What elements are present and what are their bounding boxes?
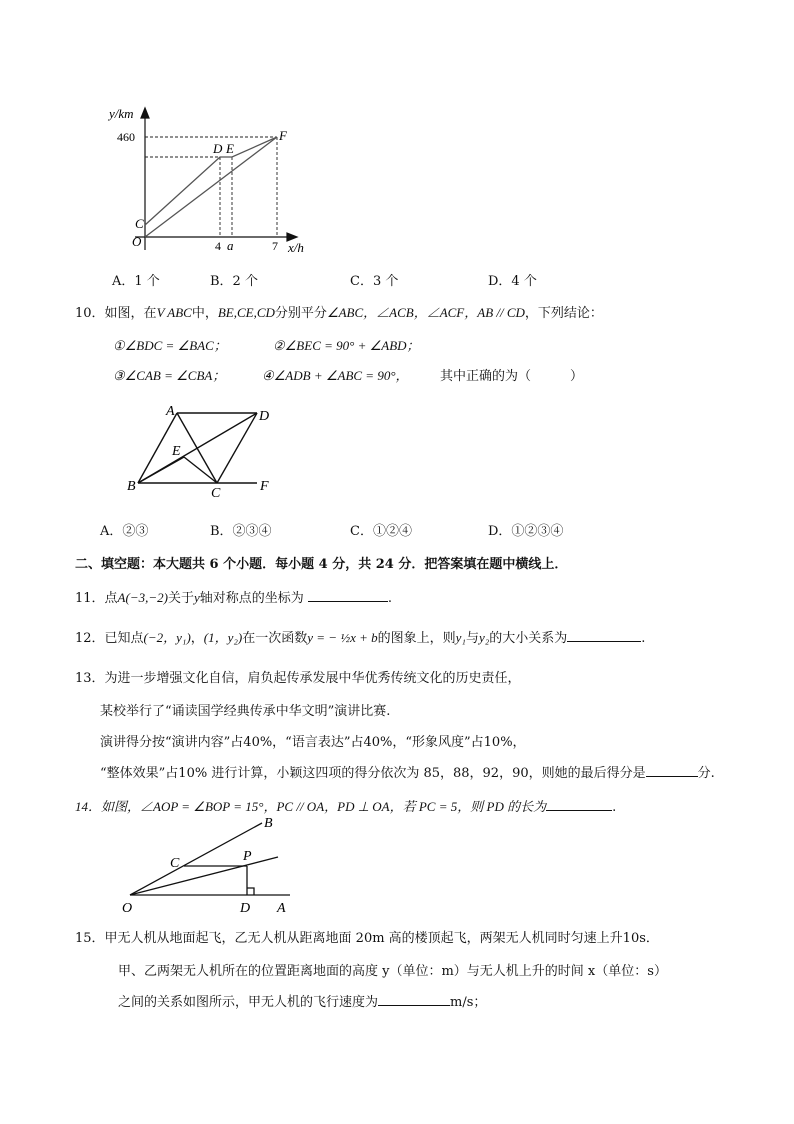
q11-text-c: 轴对称点的坐标为 [199,591,304,606]
q13-line-3: 演讲得分按“演讲内容”占40%，“语言表达”占40%，“形象风度”占10%， [100,735,526,750]
point-C-label: C [135,216,144,231]
label-B: B [127,479,136,494]
q13-end: 分. [697,766,715,781]
q10-figure [122,400,282,505]
point-F-label: F [279,128,287,143]
q14-figure [120,815,300,915]
q10-number: 10． [75,306,105,321]
q9-option-b: B．2 个 [210,274,258,289]
q14-end: . [612,800,617,815]
q10-option-d: D．①②③④ [488,524,564,539]
q9-option-a: A．1 个 [112,274,160,289]
q10-text-d: ，下列结论： [524,306,603,321]
q13-answer-blank[interactable] [646,763,698,777]
q11-text-b: 关于 [167,591,194,606]
y-tick-460: 460 [117,130,135,144]
label-P: P [243,849,252,864]
label-C: C [170,856,180,871]
q10-triangle: V ABC [156,305,192,320]
section-2-header: 二、填空题：本大题共 6 个小题．每小题 4 分，共 24 分．把答案填在题中横线上． [75,557,568,572]
q10-option-b: B．②③④ [210,524,272,539]
q15-line-2: 甲、乙两架无人机所在的位置距离地面的高度 y（单位：m）与无人机上升的时间 x（单位：s） [118,964,667,979]
q12-function: y = − ½x + b [307,630,378,645]
q9-option-d: D．4 个 [488,274,537,289]
point-D-label: D [213,141,223,156]
q12-answer-blank[interactable] [567,628,641,642]
q12-point-2: (1，y₂) [203,630,243,645]
q15-line-3 [118,991,486,1010]
q10-angles: ∠ABC，∠ACB，∠ACF，AB // CD [326,305,525,320]
q12-text-c: 的图象上，则 [377,631,456,646]
line-C-D-E-F [145,137,277,225]
q11-point: A(−3,−2) [117,590,168,605]
q12-y1: y₁ [455,630,466,645]
q12-text-d: 与 [465,631,479,646]
q11-axis: y [193,590,200,605]
y-axis-arrow [141,108,149,118]
y-axis-label: y/km [109,106,134,121]
q10-conclusion-1: ①∠BDC = ∠BAC； [113,338,227,353]
q15-line-3-text: 之间的关系如图所示，甲无人机的飞行速度为 [118,995,379,1010]
point-E-label: E [226,141,234,156]
q10-stem [75,302,603,321]
q10-conclusion-2: ②∠BEC = 90° + ∠ABD； [273,338,420,353]
q12-end: . [641,631,646,646]
q11-text-a: 11．点 [75,591,118,606]
x-tick-4: 4 [215,239,221,253]
x-tick-7: 7 [272,239,278,253]
q15-answer-blank[interactable] [378,992,450,1006]
q11-answer-blank[interactable] [308,588,388,602]
q10-conclusion-3: ③∠CAB = ∠CBA； [113,368,226,383]
line-OF [145,137,277,237]
label-A: A [166,404,175,419]
q10-conclusion-4: ④∠ADB + ∠ABC = 90°， [262,368,409,383]
q13-line-1: 13．为进一步增强文化自信，肩负起传承发展中华优秀传统文化的历史责任， [75,671,521,686]
q10-option-c: C．①②④ [350,524,412,539]
label-D: D [259,409,270,424]
q10-text-c: 分别平分 [274,306,327,321]
q10-option-a: A．②③ [100,524,149,539]
label-A: A [277,901,286,915]
q10-lines: BE,CE,CD [217,305,275,320]
q12-text-e: 的大小关系为 [489,631,568,646]
segment-EC [184,457,217,483]
q13-line-4 [100,762,715,781]
right-angle-mark [247,888,254,895]
x-axis-label: x/h [288,240,304,255]
label-B: B [264,816,273,831]
label-O: O [122,901,133,915]
label-E: E [172,444,181,459]
q13-line-4-text: “整体效果”占10% 进行计算，小颖这四项的得分依次为 85，88，92，90，则她的最后得分是 [100,766,646,781]
q13-line-2: 某校举行了“诵读国学经典传承中华文明”演讲比赛. [100,704,391,719]
q11-end: . [387,591,393,606]
q14-answer-blank[interactable] [546,797,612,811]
q14-text: 14．如图，∠AOP = ∠BOP = 15°，PC // OA，PD ⊥ OA，若 PC = 5，则 PD 的长为 [75,799,547,814]
q12 [75,627,645,646]
x-tick-a: a [227,238,234,253]
q12-y2: y₂ [478,630,490,645]
label-F: F [260,479,269,494]
q12-text-b: 在一次函数 [242,631,308,646]
origin-label: O [132,234,142,249]
q12-text-a: 12．已知点 [75,631,144,646]
ray-OP [130,857,278,895]
q10-text-a: 如图，在 [104,306,157,321]
q10-text-b: 中， [191,306,218,321]
q10-tail: 其中正确的为（ ） [440,369,584,384]
q15-line-1: 15．甲无人机从地面起飞，乙无人机从距离地面 20m 高的楼顶起飞，两架无人机同时匀速上升10s． [75,931,659,946]
q12-point-1: (−2，y₁) [143,630,191,645]
q9-figure [105,100,315,260]
label-C: C [211,486,221,501]
q9-option-c: C．3 个 [350,274,399,289]
q14 [75,796,616,815]
q15-end: m/s； [450,995,487,1010]
q12-sep: ， [190,631,204,646]
label-D: D [240,901,251,915]
q11 [75,587,392,606]
segment-CD [217,413,257,483]
